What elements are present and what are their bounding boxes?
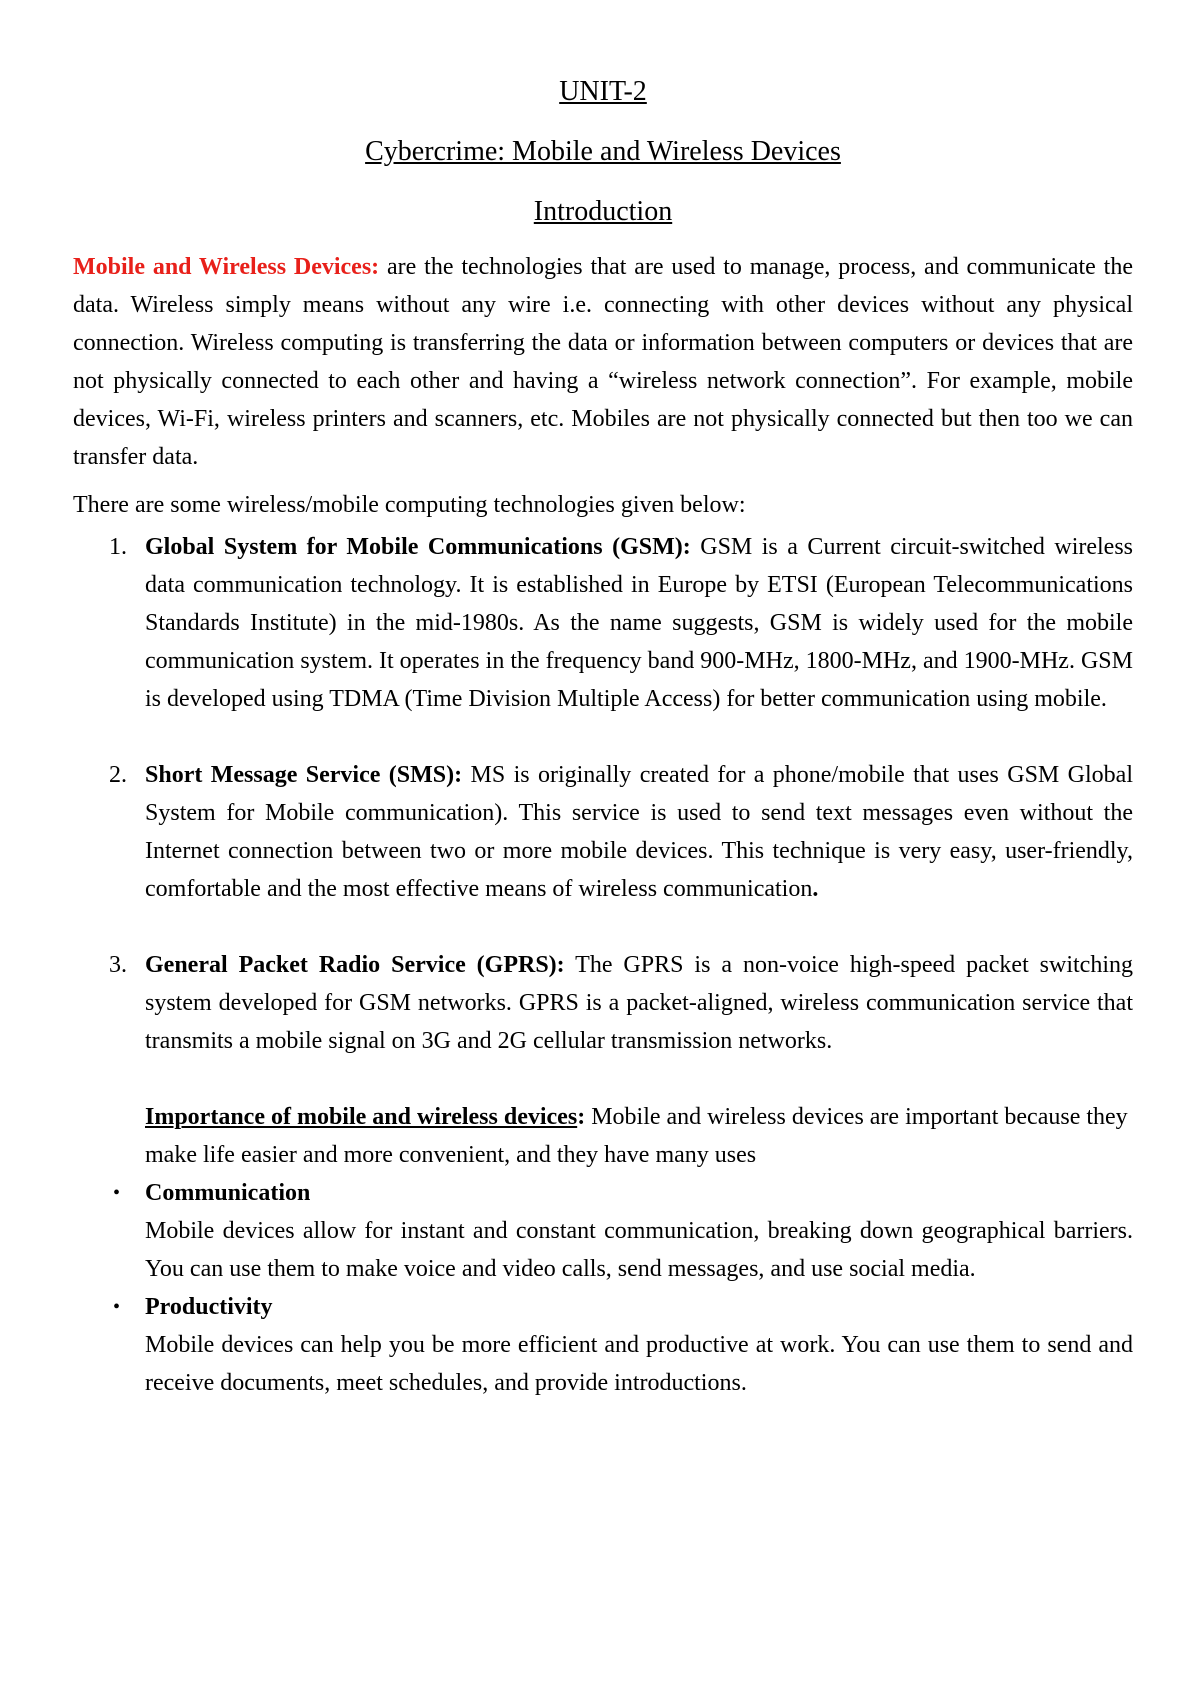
list-item-sms: [73, 756, 1133, 908]
list-number: 2.: [109, 762, 127, 788]
list-item-text: GSM is a Current circuit-switched wireless data communication technology. It is established in Europe by ETSI (European Telecommunications Standards Institute) in the mid-1980s. As the name suggests, GSM is widely used for the mobile communication system. It operates in the frequency band 900-MHz, 1800-MHz, and 1900-MHz. GSM is developed using TDMA (Time Division Multiple Access) for better communication using mobile.: [145, 534, 1134, 712]
bullet-icon: •: [113, 1182, 121, 1204]
list-item-title: Global System for Mobile Communications (GSM):: [145, 534, 691, 560]
unit-heading: UNIT-2: [559, 76, 647, 107]
document-title: Cybercrime: Mobile and Wireless Devices: [365, 136, 841, 167]
importance-title: Importance of mobile and wireless devices: [145, 1104, 578, 1130]
technologies-lead-in: There are some wireless/mobile computing technologies given below:: [73, 492, 746, 518]
bullet-icon: •: [113, 1296, 121, 1318]
use-text: Mobile devices can help you be more efficient and productive at work. You can use them to send and receive documents, meet schedules, and provide introductions.: [145, 1332, 1133, 1396]
intro-text: are the technologies that are used to manage, process, and communicate the data. Wireless simply means without any wire i.e. connecting with other devices without any physical connection. Wireless computing is transferring the data or information between computers or devices that are not physically connected to each other and having a “wireless network connection”. For example, mobile devices, Wi-Fi, wireless printers and scanners, etc. Mobiles are not physically connected but then too we can transfer data.: [73, 254, 1133, 470]
importance-text: Mobile and wireless devices are important because they make life easier and more convenient, and they have many uses: [145, 1104, 1128, 1168]
list-number: 1.: [109, 534, 127, 560]
section-heading: Introduction: [533, 196, 673, 227]
use-item-communication: [73, 1174, 1133, 1288]
uses-list: [73, 1174, 1133, 1402]
importance-colon: :: [577, 1104, 586, 1130]
use-item-productivity: [73, 1288, 1133, 1402]
use-title: Productivity: [145, 1294, 273, 1320]
list-number: 3.: [109, 952, 127, 978]
list-item-title: General Packet Radio Service (GPRS):: [145, 952, 565, 978]
list-item-gsm: [73, 528, 1133, 718]
use-text: Mobile devices allow for instant and constant communication, breaking down geographical barriers. You can use them to make voice and video calls, send messages, and use social media.: [145, 1218, 1133, 1282]
document-page: [73, 72, 1133, 1402]
technologies-list: [73, 528, 1133, 1060]
intro-term: Mobile and Wireless Devices:: [73, 254, 380, 280]
use-title: Communication: [145, 1180, 311, 1206]
list-item-text: MS is originally created for a phone/mobile that uses GSM Global System for Mobile communication). This service is used to send text messages even without the Internet connection between two or more mobile devices. This technique is very easy, user-friendly, comfortable and the most effective means of wireless communication: [145, 762, 1133, 902]
importance-paragraph: [73, 1098, 1133, 1174]
list-item-end-period: .: [812, 876, 819, 902]
list-item-text: The GPRS is a non-voice high-speed packet switching system developed for GSM networks. GPRS is a packet-aligned, wireless communication service that transmits a mobile signal on 3G and 2G cellular transmission networks.: [145, 952, 1133, 1054]
list-item-gprs: [73, 946, 1133, 1060]
list-item-title: Short Message Service (SMS):: [145, 762, 463, 788]
intro-paragraph: [73, 248, 1133, 476]
